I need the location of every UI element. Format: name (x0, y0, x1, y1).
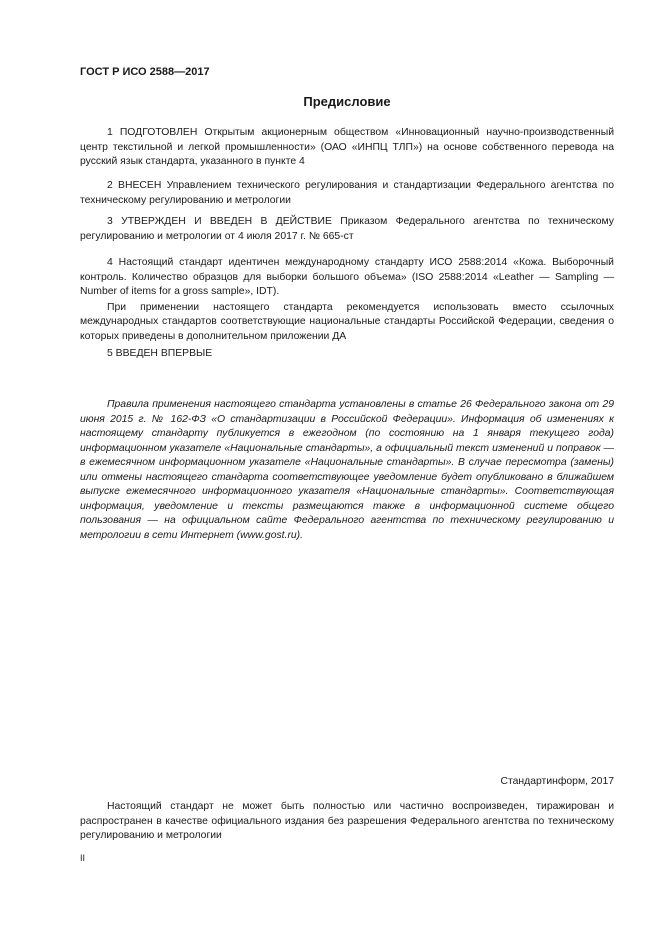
foreword-paragraph: При применении настоящего стандарта рекомендуется использовать вместо ссылочных международных стандартов соответствующие национальные стандарты Российской Федерации, сведения о которых приведены в дополнительном приложении ДА (80, 301, 614, 342)
foreword-item-approved (80, 215, 614, 244)
copyright-text: Настоящий стандарт не может быть полностью или частично воспроизведен, тиражирован и распространен в качестве официального издания без разрешения Федерального агентства по техническому регулированию и метрологии (80, 801, 614, 841)
page-number: II (80, 853, 86, 863)
foreword-item-identical (80, 256, 614, 344)
copyright-notice (80, 800, 614, 844)
foreword-item-submitted (80, 179, 614, 208)
foreword-paragraph: 1 ПОДГОТОВЛЕН Открытым акционерным обществом «Инновационный научно-производственный центр текстильной и легкой промышленности» (ОАО «ИНПЦ ТЛП») на основе собственного перевода на русский язык стандарта, указанного в пункте 4 (80, 127, 614, 167)
foreword-paragraph: 4 Настоящий стандарт идентичен международному стандарту ИСО 2588:2014 «Кожа. Выборочный контроль. Количество образцов для выборки большого объема» (ISO 2588:2014 «Leather — Sampling — Number of items for a gross sample», IDT). (80, 257, 614, 297)
foreword-paragraph: 3 УТВЕРЖДЕН И ВВЕДЕН В ДЕЙСТВИЕ Приказом Федерального агентства по техническому регулированию и метрологии от 4 июля 2017 г. № 665-ст (80, 216, 614, 242)
page-title: Предисловие (303, 94, 391, 109)
standard-code: ГОСТ Р ИСО 2588—2017 (80, 66, 210, 78)
foreword-paragraph: 2 ВНЕСЕН Управлением технического регулирования и стандартизации Федерального агентства по техническому регулированию и метрологии (80, 180, 614, 206)
foreword-item-first-introduced (80, 347, 614, 362)
publisher-imprint: Стандартинформ, 2017 (500, 776, 614, 787)
foreword-item-prepared (80, 126, 614, 170)
application-rules-notice (80, 398, 614, 543)
notice-text: Правила применения настоящего стандарта установлены в статье 26 Федерального закона от 29 июня 2015 г. № 162-ФЗ «О стандартизации в Российской Федерации». Информация об изменениях к настоящему стандарту публикуется в ежегодном (по состоянию на 1 января текущего года) информационном указателе «Национальные стандарты», а официальный текст изменений и поправок — в ежемесячном информационном указателе «Национальные стандарты». В случае пересмотра (замены) или отмены настоящего стандарта соответствующее уведомление будет опубликовано в ближайшем выпуске ежемесячного информационного указателя «Национальные стандарты». Соответствующая информация, уведомление и тексты размещаются также в информационной системе общего пользования — на официальном сайте Федерального агентства по техническому регулированию и метрологии в сети Интернет (www.gost.ru). (80, 399, 614, 541)
foreword-paragraph: 5 ВВЕДЕН ВПЕРВЫЕ (107, 348, 213, 359)
